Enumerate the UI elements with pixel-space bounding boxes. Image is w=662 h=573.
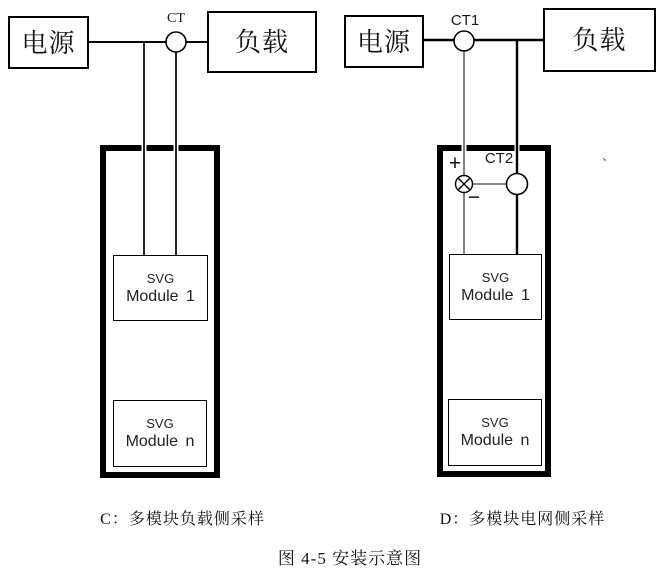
ct-label: CT [167,11,185,26]
ct1-sensor-icon [454,31,474,51]
stray-mark: 、 [602,148,616,163]
ct1-label: CT1 [450,12,480,29]
polarity-minus-sign: − [467,186,481,209]
module-name-label: Module n [125,433,195,450]
polarity-plus-sign: + [448,152,462,175]
module-type-label: SVG [481,269,510,285]
load-label-d: 负载 [572,25,627,55]
module-type-label: SVG [146,416,174,431]
svg-module-n-box-c [113,400,207,467]
load-box-d [543,8,656,72]
module-name-label: Module n [460,432,530,449]
ct-sensor-icon [166,32,186,52]
figure-caption: 图 4-5 安装示意图 [277,549,423,568]
module-name-label: Module 1 [461,286,530,304]
power-source-label-c: 电源 [21,27,76,58]
caption-c: C：多模块负载侧采样 [100,511,265,528]
svg-module-n-box-d [448,399,542,466]
load-box-c [207,11,317,73]
module-type-label: SVG [146,270,175,286]
svg-module-1-box-c [113,255,208,321]
ct2-label: CT2 [484,150,514,167]
module-name-label: Module 1 [126,287,195,305]
ct2-sensor-icon [507,174,528,195]
power-source-box-c [8,16,89,69]
caption-d: D：多模块电网侧采样 [439,511,606,528]
power-source-box-d [344,15,424,68]
load-label-c: 负载 [234,27,289,57]
power-source-label-d: 电源 [356,26,411,57]
module-type-label: SVG [481,415,509,430]
svg-module-1-box-d [449,254,542,320]
